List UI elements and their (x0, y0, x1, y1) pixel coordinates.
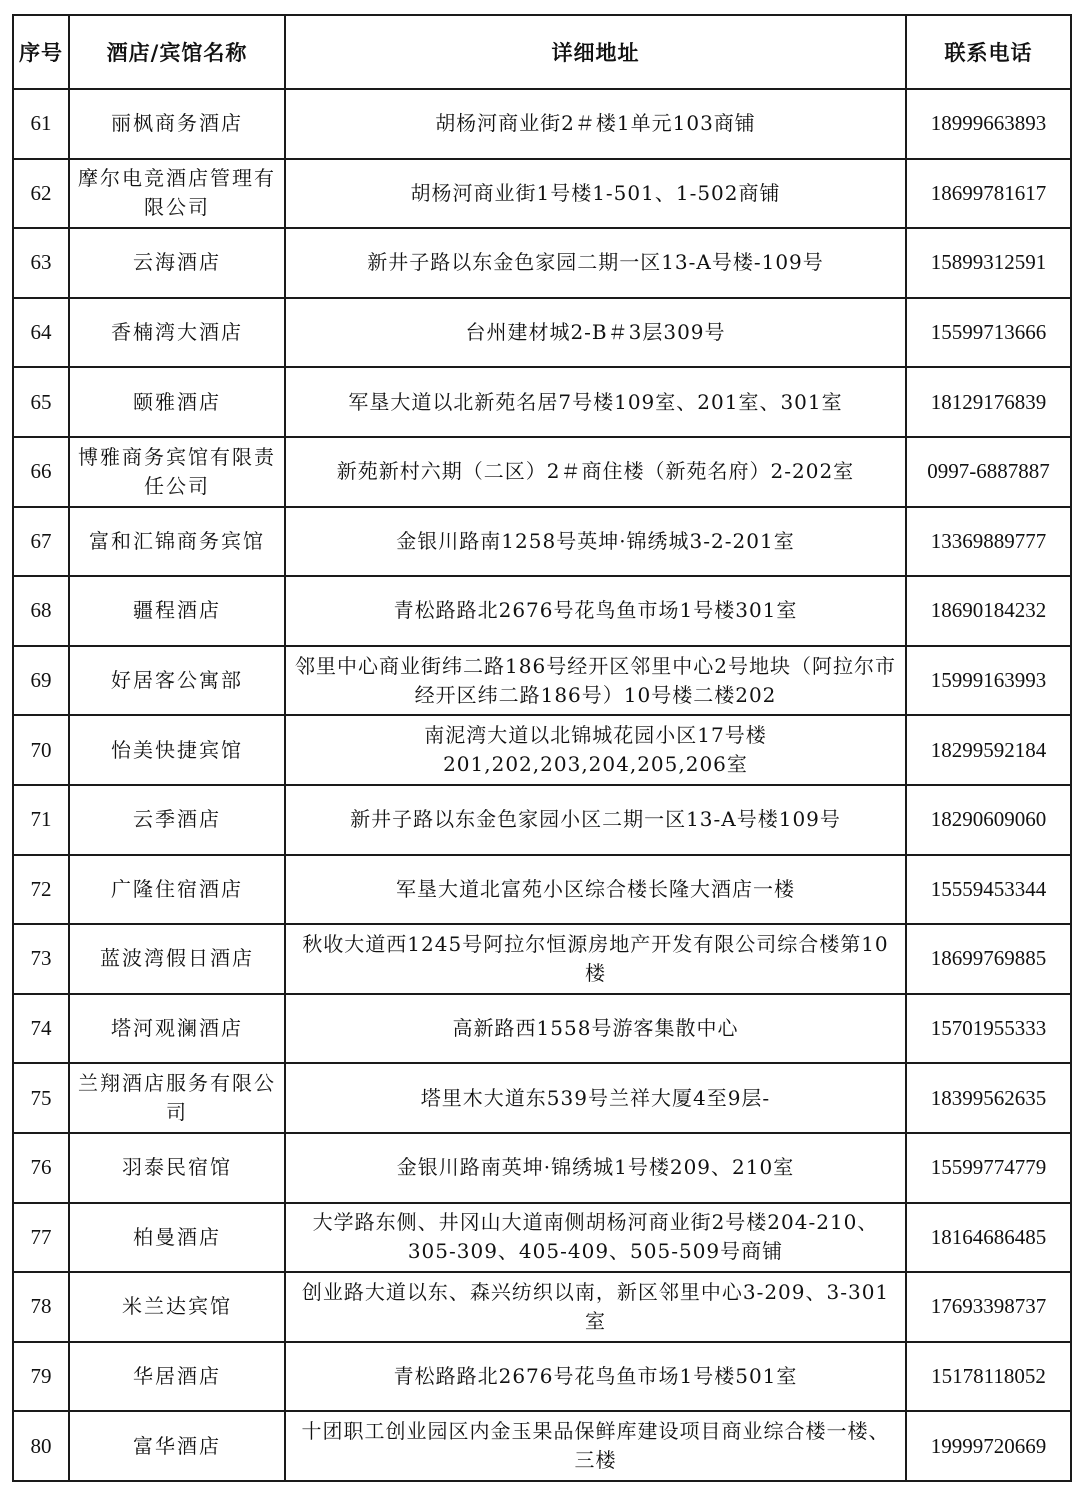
cell-no: 80 (13, 1411, 69, 1481)
cell-address: 十团职工创业园区内金玉果品保鲜库建设项目商业综合楼一楼、三楼 (285, 1411, 906, 1481)
table-row (13, 437, 1071, 507)
cell-no: 74 (13, 994, 69, 1064)
cell-hotel-name: 塔河观澜酒店 (69, 994, 285, 1064)
cell-phone: 18699781617 (906, 159, 1071, 229)
cell-address: 新井子路以东金色家园二期一区13-A号楼-109号 (285, 228, 906, 298)
cell-hotel-name: 云海酒店 (69, 228, 285, 298)
table-row (13, 924, 1071, 994)
cell-phone: 18299592184 (906, 715, 1071, 785)
cell-address: 青松路路北2676号花鸟鱼市场1号楼301室 (285, 576, 906, 646)
table-row (13, 576, 1071, 646)
cell-phone: 15599713666 (906, 298, 1071, 368)
table-body (13, 89, 1071, 1481)
cell-no: 78 (13, 1272, 69, 1342)
table-row (13, 1342, 1071, 1412)
table-row (13, 159, 1071, 229)
hotel-list-sheet (12, 14, 1070, 1482)
cell-hotel-name: 博雅商务宾馆有限责任公司 (69, 437, 285, 507)
cell-hotel-name: 柏曼酒店 (69, 1203, 285, 1273)
table-row (13, 646, 1071, 716)
cell-phone: 15999163993 (906, 646, 1071, 716)
cell-no: 71 (13, 785, 69, 855)
cell-hotel-name: 富华酒店 (69, 1411, 285, 1481)
cell-address: 金银川路南1258号英坤·锦绣城3-2-201室 (285, 507, 906, 577)
hotel-table (12, 14, 1072, 1482)
cell-address: 军垦大道以北新苑名居7号楼109室、201室、301室 (285, 367, 906, 437)
cell-address: 军垦大道北富苑小区综合楼长隆大酒店一楼 (285, 855, 906, 925)
cell-no: 72 (13, 855, 69, 925)
cell-address: 台州建材城2-B＃3层309号 (285, 298, 906, 368)
cell-address: 青松路路北2676号花鸟鱼市场1号楼501室 (285, 1342, 906, 1412)
cell-phone: 19999720669 (906, 1411, 1071, 1481)
table-row (13, 89, 1071, 159)
cell-no: 68 (13, 576, 69, 646)
cell-phone: 18164686485 (906, 1203, 1071, 1273)
cell-no: 69 (13, 646, 69, 716)
cell-no: 65 (13, 367, 69, 437)
cell-no: 75 (13, 1063, 69, 1133)
cell-phone: 18690184232 (906, 576, 1071, 646)
cell-hotel-name: 羽泰民宿馆 (69, 1133, 285, 1203)
cell-no: 66 (13, 437, 69, 507)
cell-hotel-name: 丽枫商务酒店 (69, 89, 285, 159)
cell-no: 76 (13, 1133, 69, 1203)
cell-hotel-name: 兰翔酒店服务有限公司 (69, 1063, 285, 1133)
table-row (13, 994, 1071, 1064)
cell-address: 塔里木大道东539号兰祥大厦4至9层- (285, 1063, 906, 1133)
cell-hotel-name: 摩尔电竞酒店管理有限公司 (69, 159, 285, 229)
cell-address: 创业路大道以东、森兴纺织以南，新区邻里中心3-209、3-301室 (285, 1272, 906, 1342)
cell-phone: 18699769885 (906, 924, 1071, 994)
table-row (13, 785, 1071, 855)
header-phone: 联系电话 (906, 15, 1071, 89)
cell-phone: 15559453344 (906, 855, 1071, 925)
header-no: 序号 (13, 15, 69, 89)
table-row (13, 855, 1071, 925)
cell-hotel-name: 米兰达宾馆 (69, 1272, 285, 1342)
cell-no: 63 (13, 228, 69, 298)
cell-hotel-name: 蓝波湾假日酒店 (69, 924, 285, 994)
cell-no: 79 (13, 1342, 69, 1412)
table-row (13, 507, 1071, 577)
cell-no: 62 (13, 159, 69, 229)
cell-phone: 13369889777 (906, 507, 1071, 577)
cell-hotel-name: 富和汇锦商务宾馆 (69, 507, 285, 577)
cell-no: 61 (13, 89, 69, 159)
cell-hotel-name: 广隆住宿酒店 (69, 855, 285, 925)
cell-hotel-name: 香楠湾大酒店 (69, 298, 285, 368)
cell-phone: 18129176839 (906, 367, 1071, 437)
cell-address: 胡杨河商业街1号楼1-501、1-502商铺 (285, 159, 906, 229)
cell-phone: 15599774779 (906, 1133, 1071, 1203)
cell-phone: 15178118052 (906, 1342, 1071, 1412)
table-row (13, 1411, 1071, 1481)
cell-hotel-name: 好居客公寓部 (69, 646, 285, 716)
cell-hotel-name: 疆程酒店 (69, 576, 285, 646)
header-name: 酒店/宾馆名称 (69, 15, 285, 89)
cell-address: 南泥湾大道以北锦城花园小区17号楼201,202,203,204,205,206室 (285, 715, 906, 785)
cell-hotel-name: 怡美快捷宾馆 (69, 715, 285, 785)
table-row (13, 228, 1071, 298)
cell-address: 金银川路南英坤·锦绣城1号楼209、210室 (285, 1133, 906, 1203)
cell-phone: 18290609060 (906, 785, 1071, 855)
cell-phone: 17693398737 (906, 1272, 1071, 1342)
cell-address: 高新路西1558号游客集散中心 (285, 994, 906, 1064)
table-header (13, 15, 1071, 89)
cell-phone: 18999663893 (906, 89, 1071, 159)
cell-phone: 15701955333 (906, 994, 1071, 1064)
table-row (13, 298, 1071, 368)
cell-phone: 18399562635 (906, 1063, 1071, 1133)
header-address: 详细地址 (285, 15, 906, 89)
cell-hotel-name: 云季酒店 (69, 785, 285, 855)
cell-no: 77 (13, 1203, 69, 1273)
table-row (13, 715, 1071, 785)
cell-hotel-name: 颐雅酒店 (69, 367, 285, 437)
cell-address: 邻里中心商业街纬二路186号经开区邻里中心2号地块（阿拉尔市经开区纬二路186号）10号楼二楼202 (285, 646, 906, 716)
cell-no: 64 (13, 298, 69, 368)
cell-address: 秋收大道西1245号阿拉尔恒源房地产开发有限公司综合楼第10楼 (285, 924, 906, 994)
cell-address: 新井子路以东金色家园小区二期一区13-A号楼109号 (285, 785, 906, 855)
cell-address: 大学路东侧、井冈山大道南侧胡杨河商业街2号楼204-210、305-309、405-409、505-509号商铺 (285, 1203, 906, 1273)
cell-no: 73 (13, 924, 69, 994)
cell-address: 新苑新村六期（二区）2＃商住楼（新苑名府）2-202室 (285, 437, 906, 507)
table-row (13, 367, 1071, 437)
cell-hotel-name: 华居酒店 (69, 1342, 285, 1412)
cell-no: 70 (13, 715, 69, 785)
cell-phone: 0997-6887887 (906, 437, 1071, 507)
header-row (13, 15, 1071, 89)
cell-address: 胡杨河商业街2＃楼1单元103商铺 (285, 89, 906, 159)
table-row (13, 1133, 1071, 1203)
table-row (13, 1063, 1071, 1133)
cell-phone: 15899312591 (906, 228, 1071, 298)
table-row (13, 1272, 1071, 1342)
table-row (13, 1203, 1071, 1273)
cell-no: 67 (13, 507, 69, 577)
